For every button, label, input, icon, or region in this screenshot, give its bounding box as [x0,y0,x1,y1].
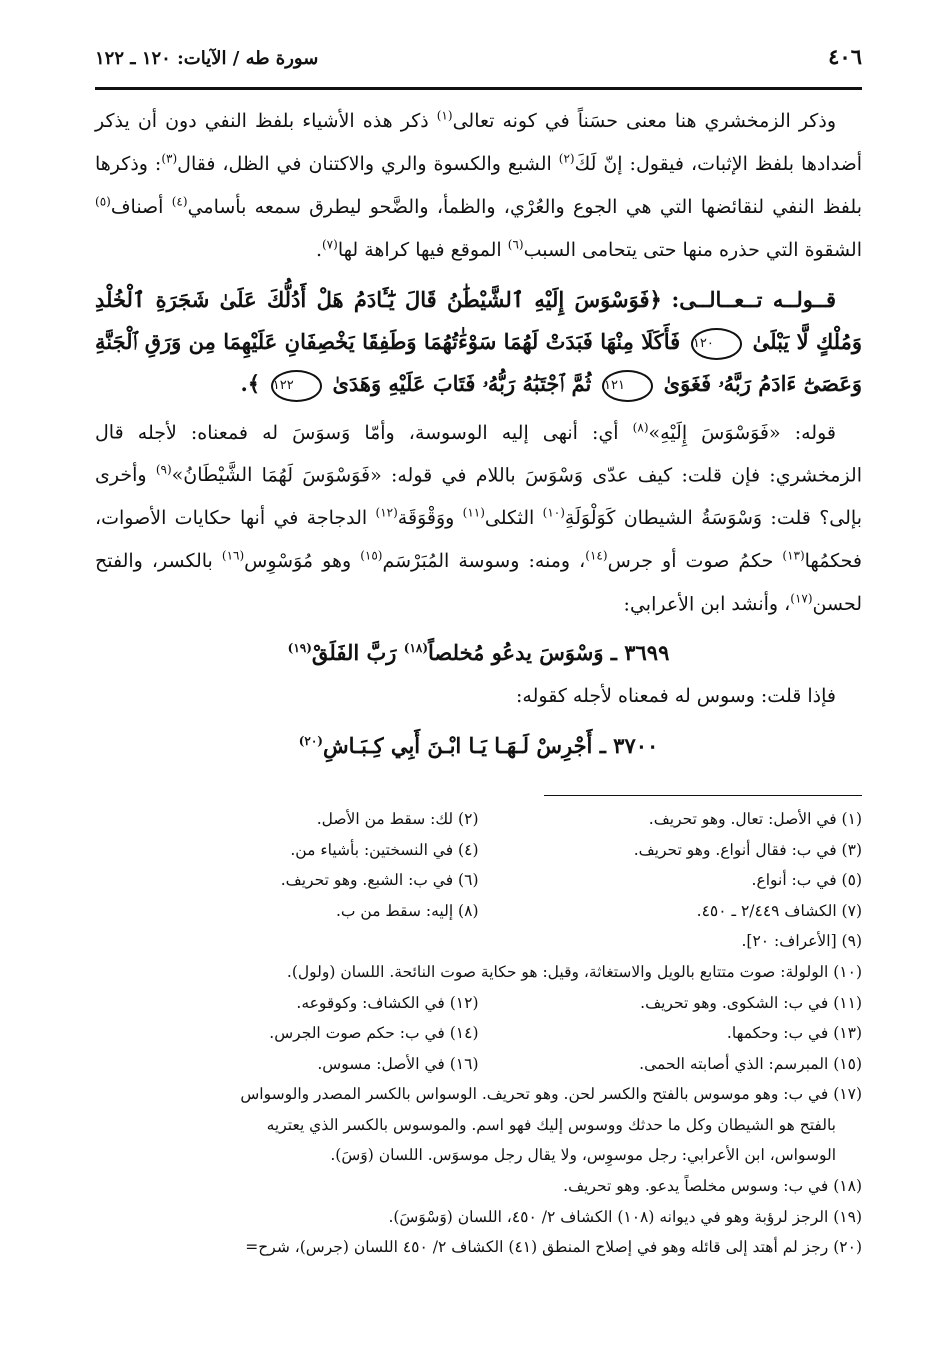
footnote-ref: (٩) [155,463,172,478]
verse-text: ثُمَّ ٱجْتَبَٰهُ رَبُّهُۥ فَتَابَ عَلَيْهِ وَهَدَىٰ [332,371,592,397]
footnote-ref: (١٥) [360,548,383,563]
verse-close: ﴾. [240,371,261,397]
text-line: السبب$^{(٦)}$ الموقع فيها كراهة لها$^{(٧)}$. [315,237,576,261]
footnote: (١٨) في ب: وسوس مخلصاً يدعو. وهو تحريف. [563,1177,862,1196]
text-line: وسوسة المُبَرْسَم$^{(١٥)}$ وهو مُوَسْوِس$^{(١٦)}$ بالكسر، والفتح لحسن$^{(١٧)}$، وأنشد ابن [95,548,862,615]
footnote: (٦) في ب: الشبع. وهو تحريف. [280,871,479,890]
footnote-row [95,988,862,1019]
footnote: (٢٠) رجز لم أهتد إلى قائله وهو في إصلاح المنطق (٤١) الكشاف ٢/ ٤٥٠ اللسان (جرس)، شرح= [245,1238,862,1257]
text-line: قوله: «فَوَسْوَسَ إِلَيْهِ»$^{(٨)}$ أي: أنهى إليه الوسوسة، وأمّا وَسوَسَ له فمعناه: لأجله [137,420,836,444]
ayah-number-marker: ١٢٠ [691,328,742,360]
footnote: (١) في الأصل: تعال. وهو تحريف. [648,809,862,828]
poem-verse-3699: ٣٦٩٩ ـ وَسْوَسَ يدعُو مُخلصاً$^{(١٨)}$ رَبَّ الفَلَقْ$^{(١٩)}$ [287,640,670,666]
ayah-number-marker: ١٢١ [602,370,653,402]
footnote: (١٩) الرجز لرؤبة وهو في ديوانه (١٠٨) الكشاف ٢/ ٤٥٠، اللسان (وَسْوَسَ). [388,1207,862,1226]
header-rule [95,87,862,90]
text-line: الأعرابي: [623,592,695,615]
text-line: في الظل، فقال$^{(٣)}$: وذكرها بلفظ النفي لنقائضها التي هي الجوع والعُرْي، والظمأ، [95,151,862,218]
footnote-ref: (٦) [507,237,524,252]
footnote-ref: (١) [436,109,453,123]
main-text [95,98,862,765]
footnote: (١٠) الولولة: صوت متتابع بالويل والاستغاثة، وقيل: هو حكاية صوت النائحة. اللسان (ولول). [286,962,862,981]
paragraph-zamakhshari [95,98,862,269]
footnote: (١٤) في ب: حكم صوت الجرس. [269,1024,479,1043]
footnote-row [95,1018,862,1049]
footnote-ref: (١٢) [375,505,398,520]
footnote: (٩) [الأعراف: ٢٠]. [741,932,862,951]
verse-intro: قــولــه تــعــالــى: [671,287,836,313]
footnote-continuation: بالفتح هو الشيطان وكل ما حدثك ووسوس إليك فهو اسم. والموسوس بالكسر الذي يعتريه [266,1115,836,1134]
footnote: (٧) الكشاف ٢/٤٤٩ ـ ٤٥٠. [696,901,862,920]
page-number: ٤٠٦ [828,44,862,69]
running-title: سورة طه / الآيات: ١٢٠ ـ ١٢٢ [95,48,319,69]
footnote-ref: (١٦) [221,548,245,563]
footnote-ref: (٧) [321,237,338,252]
footnote-ref: (١٤) [585,548,608,563]
footnote: (٣) في ب: فقال أنواع. وهو تحريف. [633,840,862,859]
verse-text: ﴿فَوَسْوَسَ إِلَيْهِ ٱلشَّيْطَٰنُ قَالَ يَٰٓـَٔادَمُ هَلْ أَدُلُّكَ عَلَىٰ شَجَرَةِ ٱلْخُلْدِ وَمُلْكٍ لَّا يَبْلَىٰ [95,287,862,355]
footnote: (١٥) المبرسم: الذي أصابته الحمى. [639,1054,862,1073]
footnote-row [95,835,862,866]
footnote-ref: (٨) [632,420,649,435]
footnote-ref: (١٧) [790,591,813,606]
ayah-number-marker: ١٢٢ [271,370,322,402]
text-line: الشَّيْطَانُ»$^{(٩)}$ وأخرى بإلى؟ قلت: وَسْوَسَةُ الشيطان كَوَلْوَلَةِ$^{(١٠)}$ الثكلى$^{(١١)}$ ووَقْوَقَة$^{(١٢)}$ [95,463,862,530]
footnote-ref: (٢٠) [298,733,323,748]
footnote-ref: (١١) [462,505,485,520]
footnote-row [95,1049,862,1080]
footnote: (٤) في النسختين: بأشياء من. [290,840,479,859]
verse-text: فَأَكَلَا مِنْهَا فَبَدَتْ لَهُمَا سَوْءَٰتُهُمَا وَطَفِقَا يَخْصِفَانِ عَلَيْهِمَا مِن وَرَقِ ٱلْجَنَّةِ وَعَصَىٰٓ ءَادَمُ رَبَّهُۥ فَغَوَىٰ [95,329,862,397]
paragraph-waswasa [95,409,862,623]
footnote-ref: (١٨) [403,641,429,656]
text-line: قال الزمخشري: فإن قلت: كيف عدّى وَسْوَسَ باللام في قوله: «فَوَسْوَسَ لَهُمَا [95,421,863,487]
footnote: (١٦) في الأصل: مسوس. [317,1054,479,1073]
footnote-continuation: الوسواس، ابن الأعرابي: رجل موسوِس، ولا يقال رجل موسوَس. اللسان (وَسَ). [330,1146,836,1165]
text-line: وذكر الزمخشري هنا معنى حسَناً في كونه تعالى$^{(١)}$ ذكر هذه الأشياء بلفظ النفي [204,109,836,133]
footnote-ref: (٥) [95,194,111,209]
footnote: (١٧) في ب: وهو موسوس بالفتح والكسر لحن. وهو تحريف. الوسواس بالكسر المصدر والوسواس [240,1085,862,1104]
footnote-row [95,865,862,896]
text-line: والضَّحو ليطرق سمعه بأسامي$^{(٤)}$ أصناف$^{(٥)}$ الشقوة التي حذره منها حتى يتحامى [95,194,862,261]
footnote-ref: (١٩) [287,641,312,656]
footnote: (١٣) في ب: وحكمها. [726,1024,862,1043]
footnote-ref: (٤) [171,194,188,209]
footnote: (١١) في ب: الشكوى. وهو تحريف. [640,993,862,1012]
poem-verse-3700: ٣٧٠٠ ـ أَجْرِسْ لَـهَـا يَـا ابْـنَ أَبِي كِـبَـاشِ$^{(٢٠)}$ [298,732,659,758]
text-line: الدجاجة في أنها حكايات الأصوات، فحكمُها$^{(١٣)}$ حكمُ صوت أو جرس$^{(١٤)}$، ومنه: [95,507,863,573]
footnote: (٥) في ب: أنواع. [751,871,862,890]
footnote-ref: (١٣) [782,548,805,563]
paragraph-after-poem: فإذا قلت: وسوس له فمعناه لأجله كقوله: [516,685,836,708]
footnote: (٨) إليه: سقط من ب. [335,901,479,920]
footnote-separator [544,795,862,796]
book-page [95,42,862,1359]
footnote-ref: (١٠) [542,505,565,520]
page-header [95,42,862,82]
footnotes [95,804,862,1263]
footnote: (٢) لك: سقط من الأصل. [316,809,479,828]
footnote-row [95,804,862,835]
footnote: (١٢) في الكشاف: وكوقوعه. [296,993,479,1012]
footnote-row [95,896,862,927]
footnote-ref: (٣) [161,151,178,166]
footnote-ref: (٢) [558,151,575,166]
quran-verse-block [95,279,862,405]
text-line: دون أن يذكر أضدادها بلفظ الإثبات، فيقول: إنّ لَكَ$^{(٢)}$ الشبع والكسوة والري والاكتنان [95,110,862,176]
